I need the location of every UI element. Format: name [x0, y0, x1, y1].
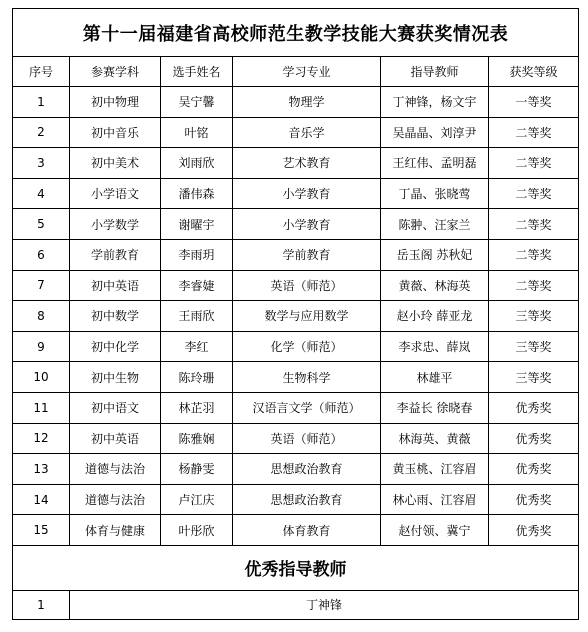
- cell-award: 优秀奖: [489, 423, 579, 454]
- table-row: [13, 423, 579, 454]
- cell-contestant: 李雨玥: [161, 239, 233, 270]
- cell-major: 数学与应用数学: [233, 301, 381, 332]
- cell-index: 11: [13, 392, 70, 423]
- excellent-section-title: 优秀指导教师: [13, 545, 579, 590]
- cell-advisor: 陈翀、汪家兰: [381, 209, 489, 240]
- cell-contestant: 杨静雯: [161, 454, 233, 485]
- cell-index: 12: [13, 423, 70, 454]
- cell-major: 英语（师范）: [233, 423, 381, 454]
- cell-award: 优秀奖: [489, 515, 579, 546]
- cell-subject: 体育与健康: [70, 515, 161, 546]
- cell-advisor: 丁晶、张晓莺: [381, 178, 489, 209]
- cell-index: 14: [13, 484, 70, 515]
- cell-subject: 小学语文: [70, 178, 161, 209]
- cell-contestant: 林芷羽: [161, 392, 233, 423]
- cell-major: 化学（师范）: [233, 331, 381, 362]
- cell-award: 优秀奖: [489, 392, 579, 423]
- table-row: [13, 362, 579, 393]
- cell-advisor: 赵小玲 薛亚龙: [381, 301, 489, 332]
- cell-advisor: 赵付领、冀宁: [381, 515, 489, 546]
- cell-award: 优秀奖: [489, 454, 579, 485]
- header-subject: 参赛学科: [70, 57, 161, 87]
- cell-subject: 初中音乐: [70, 117, 161, 148]
- header-index: 序号: [13, 57, 70, 87]
- cell-award: 一等奖: [489, 87, 579, 118]
- cell-major: 思想政治教育: [233, 454, 381, 485]
- cell-subject: 初中化学: [70, 331, 161, 362]
- cell-index: 4: [13, 178, 70, 209]
- cell-contestant: 潘伟森: [161, 178, 233, 209]
- cell-index: 10: [13, 362, 70, 393]
- cell-contestant: 李睿婕: [161, 270, 233, 301]
- cell-award: 二等奖: [489, 270, 579, 301]
- cell-award: 二等奖: [489, 117, 579, 148]
- cell-index: 9: [13, 331, 70, 362]
- cell-contestant: 叶铭: [161, 117, 233, 148]
- excellent-teacher-index: 1: [13, 590, 70, 619]
- cell-subject: 初中数学: [70, 301, 161, 332]
- cell-award: 三等奖: [489, 362, 579, 393]
- cell-subject: 学前教育: [70, 239, 161, 270]
- cell-major: 艺术教育: [233, 148, 381, 179]
- cell-index: 15: [13, 515, 70, 546]
- table-row: [13, 392, 579, 423]
- cell-contestant: 陈雅娴: [161, 423, 233, 454]
- cell-advisor: 林心雨、江容眉: [381, 484, 489, 515]
- cell-major: 体育教育: [233, 515, 381, 546]
- table-row: [13, 239, 579, 270]
- cell-contestant: 吴宁馨: [161, 87, 233, 118]
- table-row: [13, 454, 579, 485]
- table-row: [13, 209, 579, 240]
- table-row: [13, 178, 579, 209]
- title-row: [13, 9, 579, 57]
- header-contestant: 选手姓名: [161, 57, 233, 87]
- cell-advisor: 李益长 徐晓春: [381, 392, 489, 423]
- cell-advisor: 岳玉阁 苏秋妃: [381, 239, 489, 270]
- cell-contestant: 谢曜宇: [161, 209, 233, 240]
- excellent-teacher-row: [13, 590, 579, 619]
- cell-major: 汉语言文学（师范）: [233, 392, 381, 423]
- table-row: [13, 331, 579, 362]
- cell-subject: 初中生物: [70, 362, 161, 393]
- cell-index: 7: [13, 270, 70, 301]
- table-row: [13, 117, 579, 148]
- header-advisor: 指导教师: [381, 57, 489, 87]
- cell-award: 三等奖: [489, 301, 579, 332]
- cell-contestant: 叶彤欣: [161, 515, 233, 546]
- cell-contestant: 李红: [161, 331, 233, 362]
- cell-index: 1: [13, 87, 70, 118]
- cell-award: 二等奖: [489, 209, 579, 240]
- cell-major: 小学教育: [233, 209, 381, 240]
- table-row: [13, 148, 579, 179]
- cell-subject: 初中英语: [70, 270, 161, 301]
- cell-index: 6: [13, 239, 70, 270]
- cell-award: 优秀奖: [489, 484, 579, 515]
- cell-major: 生物科学: [233, 362, 381, 393]
- cell-advisor: 黄薇、林海英: [381, 270, 489, 301]
- excellent-title-row: [13, 545, 579, 590]
- table-row: [13, 515, 579, 546]
- award-table: [12, 8, 579, 620]
- excellent-teacher-name: 丁神锋: [70, 590, 579, 619]
- cell-subject: 初中美术: [70, 148, 161, 179]
- cell-advisor: 黄玉桃、江容眉: [381, 454, 489, 485]
- cell-subject: 初中物理: [70, 87, 161, 118]
- cell-contestant: 卢江庆: [161, 484, 233, 515]
- header-row: [13, 57, 579, 87]
- cell-advisor: 林海英、黄薇: [381, 423, 489, 454]
- cell-major: 小学教育: [233, 178, 381, 209]
- cell-index: 8: [13, 301, 70, 332]
- header-award: 获奖等级: [489, 57, 579, 87]
- table-row: [13, 270, 579, 301]
- cell-award: 二等奖: [489, 239, 579, 270]
- cell-contestant: 陈玲珊: [161, 362, 233, 393]
- cell-index: 5: [13, 209, 70, 240]
- cell-contestant: 王雨欣: [161, 301, 233, 332]
- cell-award: 二等奖: [489, 178, 579, 209]
- cell-award: 二等奖: [489, 148, 579, 179]
- table-row: [13, 301, 579, 332]
- cell-major: 学前教育: [233, 239, 381, 270]
- table-title: 第十一届福建省高校师范生教学技能大赛获奖情况表: [13, 9, 579, 57]
- table-row: [13, 484, 579, 515]
- cell-advisor: 林雄平: [381, 362, 489, 393]
- cell-major: 音乐学: [233, 117, 381, 148]
- cell-subject: 初中英语: [70, 423, 161, 454]
- cell-subject: 初中语文: [70, 392, 161, 423]
- cell-advisor: 李求忠、薛岚: [381, 331, 489, 362]
- cell-major: 英语（师范）: [233, 270, 381, 301]
- header-major: 学习专业: [233, 57, 381, 87]
- cell-advisor: 丁神锋，杨文宇: [381, 87, 489, 118]
- cell-major: 物理学: [233, 87, 381, 118]
- cell-subject: 道德与法治: [70, 454, 161, 485]
- cell-index: 13: [13, 454, 70, 485]
- cell-contestant: 刘雨欣: [161, 148, 233, 179]
- cell-index: 2: [13, 117, 70, 148]
- table-row: [13, 87, 579, 118]
- cell-advisor: 吴晶晶、刘淳尹: [381, 117, 489, 148]
- cell-major: 思想政治教育: [233, 484, 381, 515]
- cell-award: 三等奖: [489, 331, 579, 362]
- cell-subject: 小学数学: [70, 209, 161, 240]
- cell-subject: 道德与法治: [70, 484, 161, 515]
- cell-index: 3: [13, 148, 70, 179]
- cell-advisor: 王红伟、孟明磊: [381, 148, 489, 179]
